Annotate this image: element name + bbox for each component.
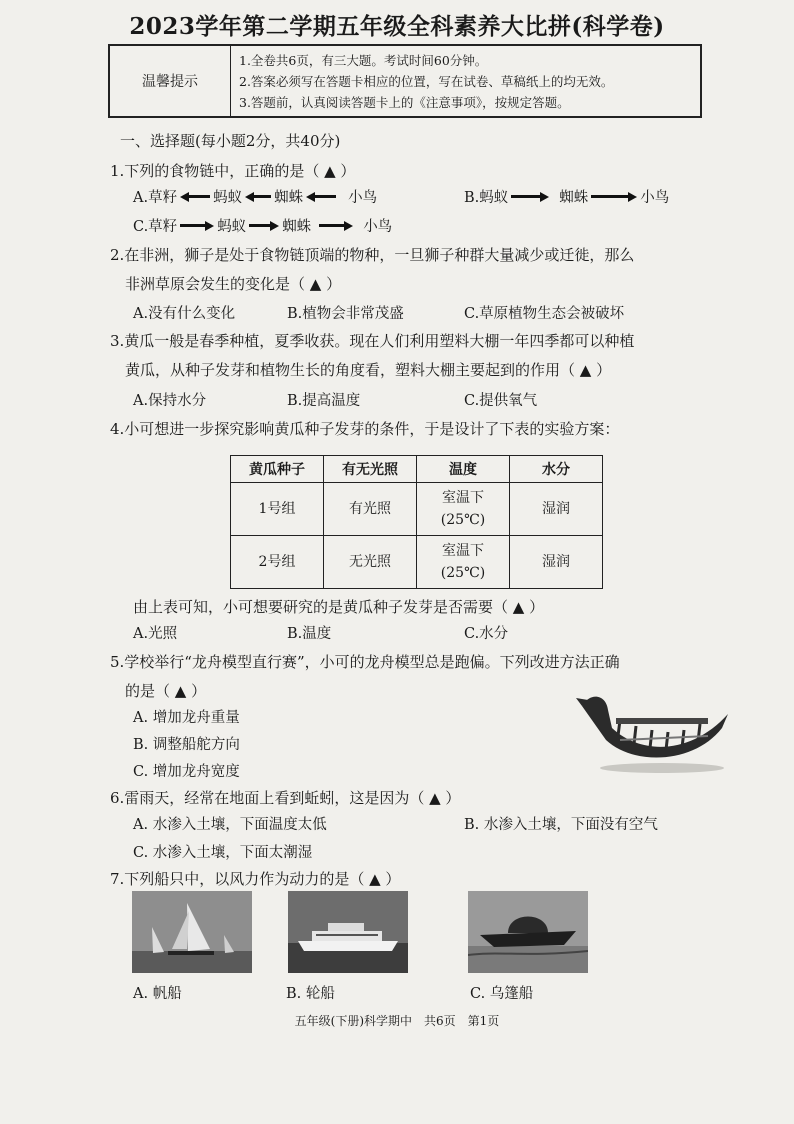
- q4-stem: 4.小可想进一步探究影响黄瓜种子发芽的条件，于是设计了下表的实验方案：: [110, 420, 620, 438]
- table-cell: 湿润: [510, 536, 603, 589]
- table-cell: 湿润: [510, 483, 603, 536]
- q5-stem-2: 的是（ ▲ ）: [125, 682, 207, 700]
- table-header: 有无光照: [324, 456, 417, 483]
- temp-line-2: (25℃): [440, 565, 486, 581]
- q1-stem: 1.下列的食物链中，正确的是（ ▲ ）: [110, 162, 356, 180]
- arrow-right-icon: [249, 221, 279, 231]
- table-cell: [417, 483, 510, 536]
- arrow-right-icon: [180, 221, 214, 231]
- q7-option-b[interactable]: B. 轮船: [286, 986, 335, 1002]
- q4-option-a[interactable]: A.光照: [133, 626, 178, 642]
- q5-option-b[interactable]: B. 调整船舵方向: [133, 737, 240, 753]
- steamship-image: [288, 891, 408, 973]
- q1-a-1: A.草籽: [133, 190, 178, 206]
- q6-stem: 6.雷雨天，经常在地面上看到蚯蚓，这是因为（ ▲ ）: [110, 789, 461, 807]
- tip-line-1: 1.全卷共6页，有三大题。考试时间60分钟。: [239, 53, 488, 68]
- q5-option-a[interactable]: A. 增加龙舟重量: [133, 710, 240, 726]
- table-cell: 无光照: [324, 536, 417, 589]
- arrow-left-icon: [306, 192, 336, 202]
- tip-line-3: 3.答题前，认真阅读答题卡上的《注意事项》，按规定答题。: [239, 95, 570, 110]
- q1-a-2: 蚂蚁: [213, 190, 243, 206]
- q1-b-3: 小鸟: [640, 190, 670, 206]
- q2-stem-1: 2.在非洲，狮子是处于食物链顶端的物种，一旦狮子种群大量减少或迁徙，那么: [110, 246, 635, 264]
- tips-box: [108, 44, 702, 118]
- q2-stem-2: 非洲草原会发生的变化是（ ▲ ）: [125, 275, 342, 293]
- table-cell: 有光照: [324, 483, 417, 536]
- q1-a-4: 小鸟: [348, 190, 378, 206]
- temp-line-1: 室温下: [442, 543, 484, 559]
- arrow-right-icon: [511, 192, 549, 202]
- q2-option-c[interactable]: C.草原植物生态会被破坏: [464, 306, 625, 322]
- table-header-row: [231, 456, 603, 483]
- q1-option-b[interactable]: [464, 186, 669, 207]
- q1-option-a[interactable]: [133, 186, 377, 207]
- q7-option-a[interactable]: A. 帆船: [133, 986, 182, 1002]
- arrow-left-icon: [180, 192, 210, 202]
- page-footer: 五年级(下册)科学期中 共6页 第1页: [294, 1014, 500, 1028]
- q5-stem-1: 5.学校举行“龙舟模型直行赛”，小可的龙舟模型总是跑偏。下列改进方法正确: [110, 653, 620, 671]
- q6-option-a[interactable]: A. 水渗入土壤，下面温度太低: [133, 817, 327, 833]
- experiment-table: [230, 455, 603, 589]
- arrow-right-icon: [319, 221, 353, 231]
- table-header: 温度: [417, 456, 510, 483]
- sailboat-image: [132, 891, 252, 973]
- q2-option-b[interactable]: B.植物会非常茂盛: [287, 306, 404, 322]
- q1-option-c[interactable]: [133, 215, 392, 236]
- exam-title: 2023学年第二学期五年级全科素养大比拼(科学卷): [129, 13, 665, 40]
- q1-b-1: B.蚂蚁: [464, 190, 509, 206]
- q3-option-a[interactable]: A.保持水分: [133, 393, 207, 409]
- dragon-boat-image: [572, 684, 732, 774]
- q3-option-c[interactable]: C.提供氧气: [464, 393, 538, 409]
- q1-c-4: 小鸟: [363, 219, 393, 235]
- awning-boat-image: [468, 891, 588, 973]
- arrow-left-icon: [245, 192, 271, 202]
- q1-c-3: 蜘蛛: [282, 219, 312, 235]
- table-cell: [417, 536, 510, 589]
- q6-option-c[interactable]: C. 水渗入土壤，下面太潮湿: [133, 845, 313, 861]
- q3-option-b[interactable]: B.提高温度: [287, 393, 361, 409]
- table-header: 水分: [510, 456, 603, 483]
- table-header: 黄瓜种子: [231, 456, 324, 483]
- q4-option-b[interactable]: B.温度: [287, 626, 332, 642]
- q3-stem-1: 3.黄瓜一般是春季种植，夏季收获。现在人们利用塑料大棚一年四季都可以种植: [110, 332, 635, 350]
- tips-label: 温馨提示: [110, 46, 231, 116]
- table-row: [231, 483, 603, 536]
- table-row: [231, 536, 603, 589]
- tip-line-2: 2.答案必须写在答题卡相应的位置，写在试卷、草稿纸上的均无效。: [239, 74, 614, 89]
- temp-line-2: (25℃): [440, 512, 486, 528]
- table-cell: 1号组: [231, 483, 324, 536]
- q7-stem: 7.下列船只中，以风力作为动力的是（ ▲ ）: [110, 870, 401, 888]
- q2-option-a[interactable]: A.没有什么变化: [133, 306, 236, 322]
- section-heading: 一、选择题(每小题2分，共40分): [120, 132, 341, 150]
- q6-option-b[interactable]: B. 水渗入土壤，下面没有空气: [464, 817, 658, 833]
- q7-option-c[interactable]: C. 乌篷船: [470, 986, 534, 1002]
- q1-c-2: 蚂蚁: [217, 219, 247, 235]
- q4-option-c[interactable]: C.水分: [464, 626, 509, 642]
- arrow-right-icon: [591, 192, 637, 202]
- q3-stem-2: 黄瓜，从种子发芽和植物生长的角度看，塑料大棚主要起到的作用（ ▲ ）: [125, 361, 612, 379]
- temp-line-1: 室温下: [442, 490, 484, 506]
- table-cell: 2号组: [231, 536, 324, 589]
- q1-c-1: C.草籽: [133, 219, 178, 235]
- q4-followup: 由上表可知，小可想要研究的是黄瓜种子发芽是否需要（ ▲ ）: [133, 598, 545, 616]
- q1-a-3: 蜘蛛: [274, 190, 304, 206]
- q1-b-2: 蜘蛛: [559, 190, 589, 206]
- q5-option-c[interactable]: C. 增加龙舟宽度: [133, 764, 240, 780]
- tips-lines: [231, 46, 700, 116]
